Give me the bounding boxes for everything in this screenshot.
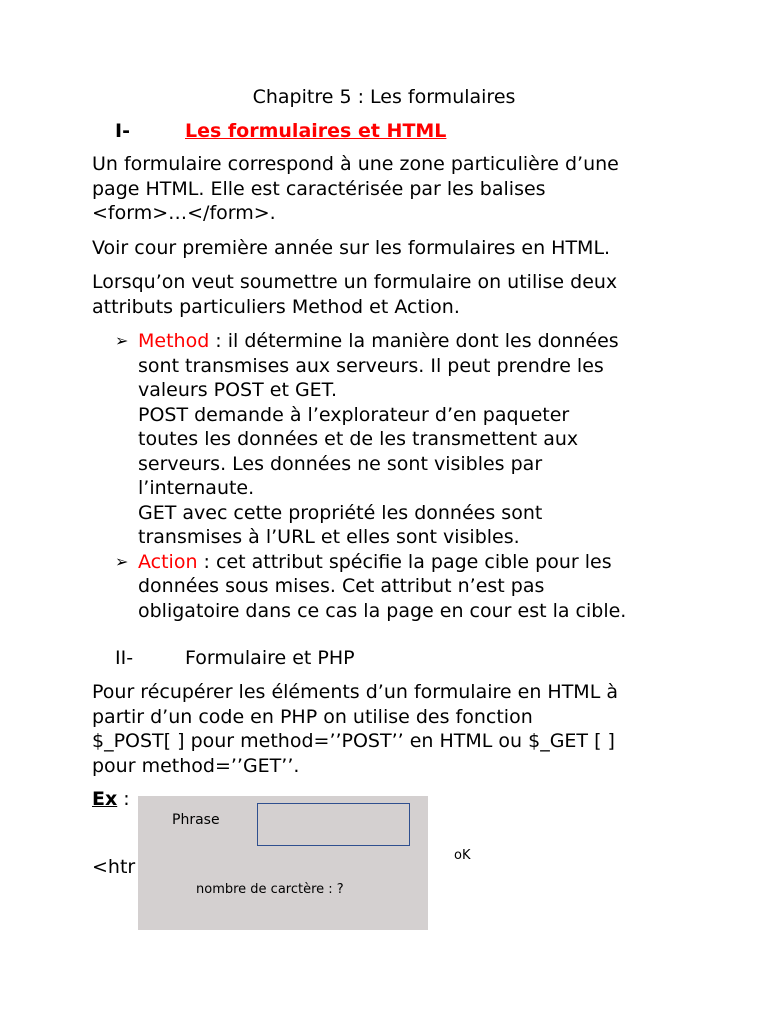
- text-line: pour method=’’GET’’.: [92, 754, 300, 777]
- term-action: Action: [138, 550, 198, 573]
- form-demo-panel: [138, 796, 428, 930]
- ok-button[interactable]: oK: [454, 848, 471, 863]
- section-1-number: I-: [115, 120, 130, 142]
- text-line: $_POST[ ] pour method=’’POST’’ en HTML ou $_GET [ ]: [92, 730, 615, 752]
- paragraph-intro: [92, 152, 692, 226]
- arrow-bullet-icon: ➢: [115, 331, 129, 350]
- paragraph-submit: [92, 270, 692, 319]
- text-line: valeurs POST et GET.: [138, 379, 338, 401]
- attribute-list: [115, 329, 685, 623]
- section-2-title: Formulaire et PHP: [185, 647, 355, 669]
- arrow-bullet-icon: ➢: [115, 551, 129, 571]
- text-line: toutes les données et de les transmettent aux: [138, 428, 579, 450]
- code-snippet-start: <htr: [92, 856, 136, 878]
- section-1-heading: [115, 120, 446, 142]
- text-line: Pour récupérer les éléments d’un formulaire en HTML à: [92, 681, 618, 703]
- term-method: Method: [138, 330, 210, 352]
- text-line: sont transmises aux serveurs. Il peut prendre les: [138, 354, 604, 377]
- page-title: Chapitre 5 : Les formulaires: [252, 86, 516, 108]
- example-label-text: Ex: [92, 788, 118, 810]
- section-2-number: II-: [115, 647, 134, 669]
- phrase-label: Phrase: [172, 812, 220, 828]
- text-line: Un formulaire correspond à une zone particulière d’une: [92, 153, 619, 175]
- paragraph-see-course: Voir cour première année sur les formulaires en HTML.: [92, 237, 611, 259]
- text-line: données sous mises. Cet attribut n’est pas: [138, 575, 545, 597]
- text-line: partir d’un code en PHP on utilise des fonction: [92, 705, 533, 728]
- example-label-sep: :: [117, 788, 130, 810]
- text-line: page HTML. Elle est caractérisée par les balises: [92, 177, 546, 200]
- phrase-input[interactable]: [257, 803, 410, 846]
- text-line: : il détermine la manière dont les données: [209, 330, 619, 352]
- text-line: POST demande à l’explorateur d’en paqueter: [138, 403, 570, 426]
- example-label: [92, 788, 130, 810]
- paragraph-php: [92, 680, 692, 778]
- text-line: Lorsqu’on veut soumettre un formulaire on utilise deux: [92, 271, 618, 293]
- text-line: GET avec cette propriété les données sont: [138, 501, 543, 524]
- text-line: : cet attribut spécifie la page cible pour les: [197, 550, 612, 573]
- text-line: attributs particuliers Method et Action.: [92, 295, 460, 318]
- character-count-label: nombre de carctère : ?: [196, 882, 344, 897]
- text-line: l’internaute.: [138, 477, 255, 499]
- text-line: <form>…</form>.: [92, 202, 276, 224]
- text-line: obligatoire dans ce cas la page en cour est la cible.: [138, 599, 627, 622]
- list-item-action: [115, 550, 685, 624]
- text-line: transmises à l’URL et elles sont visibles.: [138, 526, 520, 548]
- list-item-method: [115, 329, 685, 550]
- section-1-title: Les formulaires et HTML: [185, 120, 447, 142]
- text-line: serveurs. Les données ne sont visibles par: [138, 452, 543, 475]
- section-2-heading: [115, 647, 355, 669]
